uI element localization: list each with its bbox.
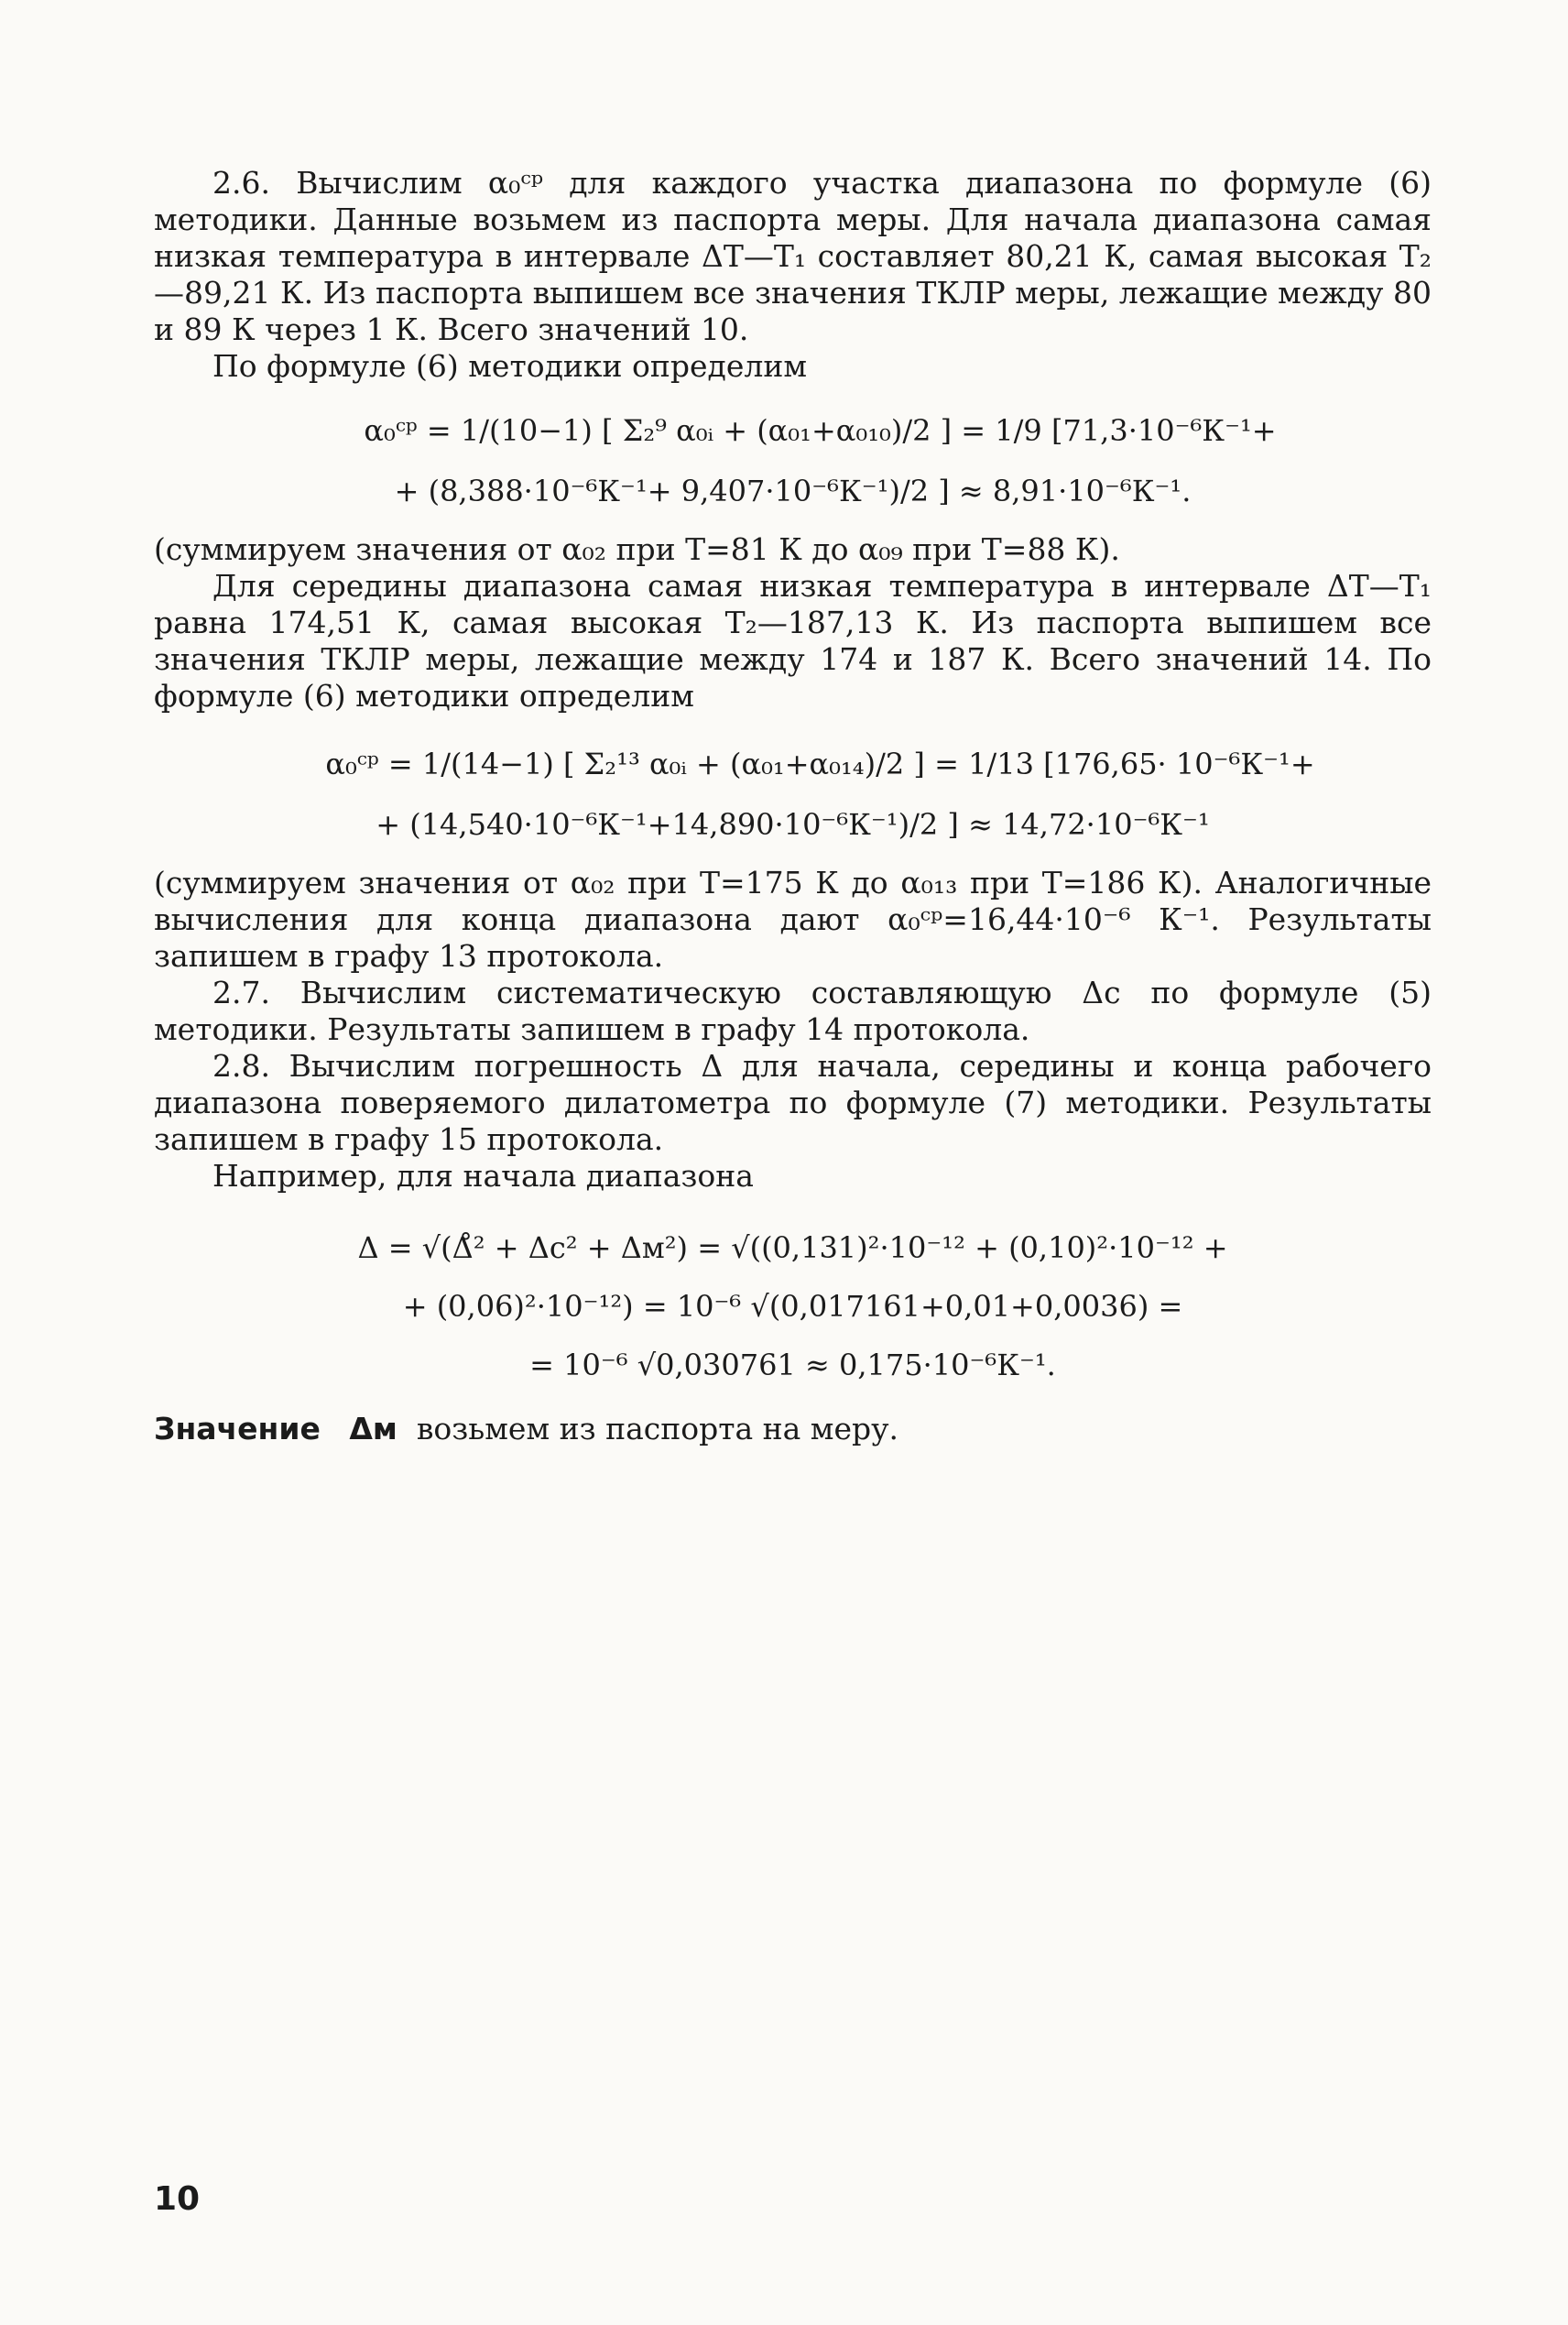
- sum-note-start: (суммируем значения от α₀₂ при T=81 К до α₀₉ при T=88 К).: [154, 531, 1120, 567]
- example-intro: Например, для начала диапазона: [212, 1158, 754, 1194]
- note-text: возьмем из паспорта на меру.: [416, 1411, 899, 1446]
- note-label: Значение: [154, 1411, 321, 1446]
- formula-error-line-3: = 10⁻⁶ √0,030761 ≈ 0,175·10⁻⁶К⁻¹.: [529, 1348, 1056, 1382]
- formula-error-line-2: + (0,06)²·10⁻¹²) = 10⁻⁶ √(0,017161+0,01+0,0036) =: [402, 1289, 1183, 1324]
- formula-intro-start: По формуле (6) методики определим: [212, 348, 807, 384]
- sum-note-middle: (суммируем значения от α₀₂ при T=175 К до α₀₁₃ при T=186 К). Аналогичные вычисления для конца диапазона дают α₀ᶜᵖ=16,44·10⁻⁶ К⁻¹. Результаты запишем в графу 13 протокола.: [154, 865, 1432, 974]
- paragraph-2-7: 2.7. Вычислим систематическую составляющую Δc по формуле (5) методики. Результаты запишем в графу 14 протокола.: [154, 975, 1432, 1047]
- formula-middle-line-1: α₀ᶜᵖ = 1/(14−1) [ Σ₂¹³ α₀ᵢ + (α₀₁+α₀₁₄)/2 ] = 1/13 [176,65· 10⁻⁶К⁻¹+: [325, 747, 1315, 781]
- page-content: [154, 165, 1432, 1478]
- formula-error-line-1: Δ = √(Δ̊² + Δc² + Δм²) = √((0,131)²·10⁻¹² + (0,10)²·10⁻¹² +: [357, 1230, 1228, 1265]
- page-number: 10: [154, 2180, 201, 2218]
- paragraph-2-8: 2.8. Вычислим погрешность Δ для начала, середины и конца рабочего диапазона поверяемого дилатометра по формуле (7) методики. Результаты запишем в графу 15 протокола.: [154, 1048, 1432, 1157]
- formula-start-line-1: α₀ᶜᵖ = 1/(10−1) [ Σ₂⁹ α₀ᵢ + (α₀₁+α₀₁₀)/2 ] = 1/9 [71,3·10⁻⁶К⁻¹+: [364, 413, 1277, 448]
- paragraph-middle: Для середины диапазона самая низкая температура в интервале ΔT—T₁ равна 174,51 К, самая высокая T₂—187,13 К. Из паспорта выпишем все значения ТКЛР меры, лежащие между 174 и 187 К. Всего значений 14. По формуле (6) методики определим: [154, 568, 1432, 714]
- formula-start-line-2: + (8,388·10⁻⁶К⁻¹+ 9,407·10⁻⁶К⁻¹)/2 ] ≈ 8,91·10⁻⁶К⁻¹.: [394, 474, 1192, 508]
- paragraph-2-6: 2.6. Вычислим α₀ᶜᵖ для каждого участка диапазона по формуле (6) методики. Данные возьмем из паспорта меры. Для начала диапазона самая низкая температура в интервале ΔT—T₁ составляет 80,21 К, самая высокая T₂—89,21 К. Из паспорта выпишем все значения ТКЛР меры, лежащие между 80 и 89 К через 1 К. Всего значений 10.: [154, 165, 1432, 347]
- formula-middle-line-2: + (14,540·10⁻⁶К⁻¹+14,890·10⁻⁶К⁻¹)/2 ] ≈ 14,72·10⁻⁶К⁻¹: [376, 807, 1210, 842]
- note-symbol: Δм: [349, 1411, 397, 1446]
- closing-note: [154, 1411, 1432, 1447]
